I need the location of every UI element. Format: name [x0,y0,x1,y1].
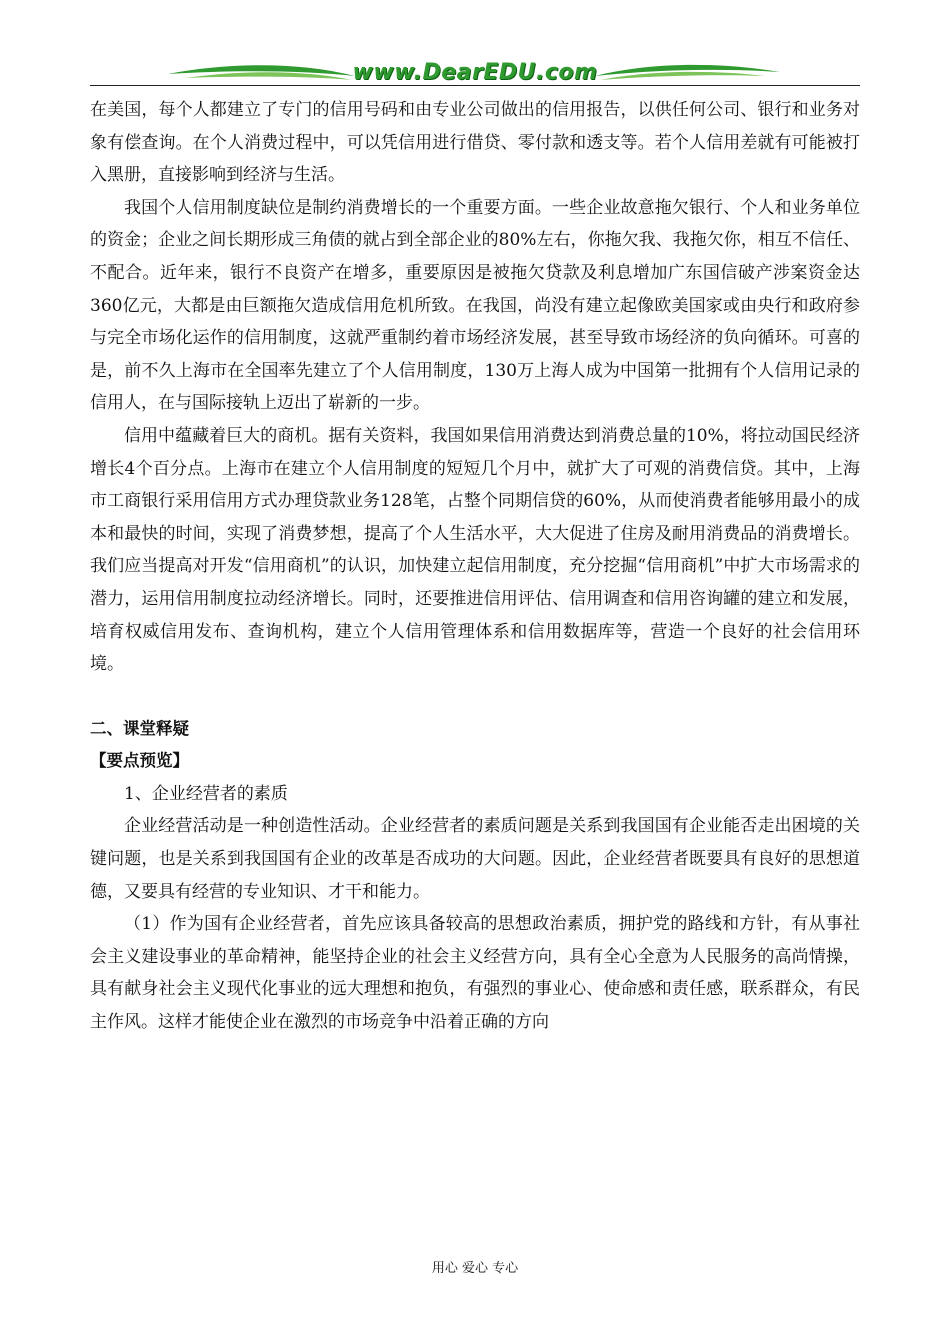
header-divider [90,85,860,86]
page-footer: 用心 爱心 专心 [431,1261,519,1276]
paragraph-us-credit: 在美国，每个人都建立了专门的信用号码和由专业公司做出的信用报告，以供任何公司、银行和业务对象有偿查询。在个人消费过程中，可以凭信用进行借贷、零付款和透支等。若个人信用差就有可能被打入黑册，直接影响到经济与生活。 [90,100,860,186]
section-heading: 二、课堂释疑 [90,718,189,738]
paragraph-credit-deficiency: 我国个人信用制度缺位是制约消费增长的一个重要方面。一些企业故意拖欠银行、个人和业务单位的资金；企业之间长期形成三角债的就占到全部企业的80%左右，你拖欠我、我拖欠你，相互不信任、不配合。近年来，银行不良资产在增多，重要原因是被拖欠贷款及利息增加广东国信破产涉案资金达360亿元，大都是由巨额拖欠造成信用危机所致。在我国，尚没有建立起像欧美国家或由央行和政府参与完全市场化运作的信用制度，这就严重制约着市场经济发展，甚至导致市场经济的负向循环。可喜的是，前不久上海市在全国率先建立了个人信用制度，130万上海人成为中国第一批拥有个人信用记录的信用人，在与国际接轨上迈出了崭新的一步。 [90,197,860,414]
section-spacer [90,681,860,713]
site-header [90,58,860,92]
site-logo-text: www.DearEDU.com [352,60,598,85]
item-title: 1、企业经营者的素质 [124,783,288,804]
document-body [90,94,860,1039]
paragraph-manager-quality: 企业经营活动是一种创造性活动。企业经营者的素质问题是关系到我国国有企业能否走出困境的关键问题，也是关系到我国国有企业的改革是否成功的大问题。因此，企业经营者既要具有良好的思想道德，又要具有经营的专业知识、才干和能力。 [90,816,860,902]
section-subheading: 【要点预览】 [90,751,189,771]
paragraph-manager-political: （1）作为国有企业经营者，首先应该具备较高的思想政治素质，拥护党的路线和方针，有从事社会主义建设事业的革命精神，能坚持企业的社会主义经营方向，具有全心全意为人民服务的高尚情操，具有献身社会主义现代化事业的远大理想和抱负，有强烈的事业心、使命感和责任感，联系群众，有民主作风。这样才能使企业在激烈的市场竞争中沿着正确的方向 [90,914,860,1033]
paragraph-credit-business: 信用中蕴藏着巨大的商机。据有关资料，我国如果信用消费达到消费总量的10%，将拉动国民经济增长4个百分点。上海市在建立个人信用制度的短短几个月中，就扩大了可观的消费信贷。其中，上海市工商银行采用信用方式办理贷款业务128笔，占整个同期信贷的60%，从而使消费者能够用最小的成本和最快的时间，实现了消费梦想，提高了个人生活水平，大大促进了住房及耐用消费品的消费增长。我们应当提高对开发“信用商机”的认识，加快建立起信用制度，充分挖掘“信用商机”中扩大市场需求的潜力，运用信用制度拉动经济增长。同时，还要推进信用评估、信用调查和信用咨询罐的建立和发展，培育权威信用发布、查询机构，建立个人信用管理体系和信用数据库等，营造一个良好的社会信用环境。 [90,425,860,675]
